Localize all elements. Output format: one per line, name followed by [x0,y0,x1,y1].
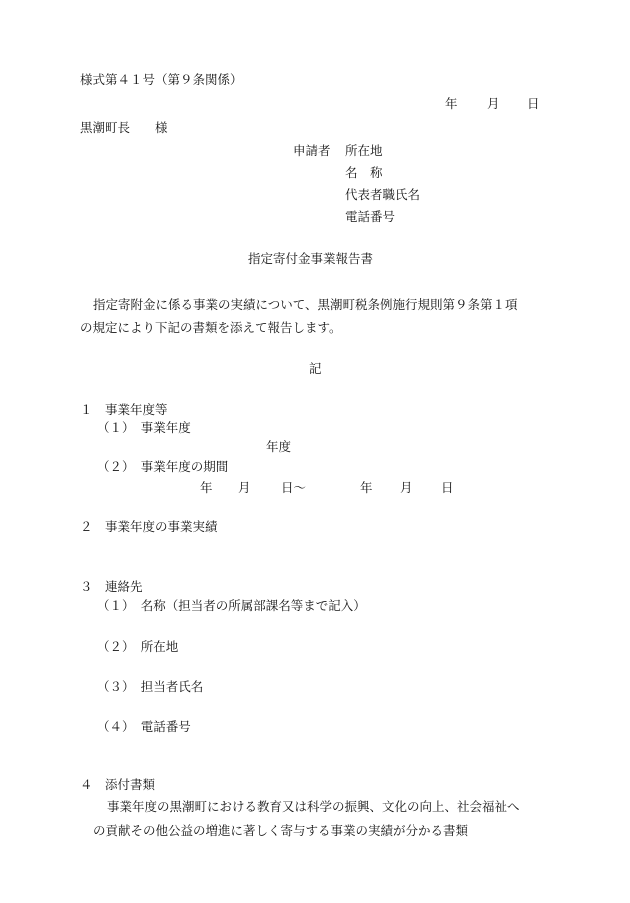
applicant-phone-label: 電話番号 [345,209,396,224]
period-end-year: 年 [360,480,373,495]
date-year-label: 年 [445,96,458,111]
applicant-name-label: 名 称 [345,165,383,180]
document-title: 指定寄付金事業報告書 [248,251,374,266]
body-line-1: 指定寄附金に係る事業の実績について、黒潮町税条例施行規則第９条第１項 [93,297,518,312]
section-1-heading: １ 事業年度等 [80,402,168,417]
period-start-day: 日〜 [281,480,307,495]
body-line-2: の規定により下記の書類を添えて報告します。 [80,320,342,335]
period-end-month: 月 [400,480,413,495]
period-start-year: 年 [200,480,213,495]
applicant-label: 申請者 [293,143,331,158]
date-month-label: 月 [487,96,500,111]
addressee: 黒潮町長 様 [80,120,168,135]
section-2-heading: ２ 事業年度の事業実績 [80,519,218,534]
applicant-representative-label: 代表者職氏名 [345,187,421,202]
section-3-item-3: （３） 担当者氏名 [97,679,204,694]
date-day-label: 日 [527,96,540,111]
section-4-line-1: 事業年度の黒潮町における教育又は科学の振興、文化の向上、社会福祉へ [107,799,520,814]
section-4-line-2: の貢献その他公益の増進に著しく寄与する事業の実績が分かる書類 [93,823,469,838]
period-start-month: 月 [238,480,251,495]
fiscal-year-label: 年度 [266,439,292,454]
section-3-item-4: （４） 電話番号 [97,719,191,734]
section-1-item-1: （１） 事業年度 [97,420,191,435]
section-1-item-2: （２） 事業年度の期間 [97,459,229,474]
section-4-heading: ４ 添付書類 [80,777,156,792]
section-3-item-1: （１） 名称（担当者の所属部課名等まで記入） [97,598,366,613]
section-3-item-2: （２） 所在地 [97,639,179,654]
applicant-address-label: 所在地 [345,143,383,158]
section-3-heading: ３ 連絡先 [80,579,143,594]
period-end-day: 日 [441,480,454,495]
ki-label: 記 [309,361,322,376]
form-number: 様式第４１号（第９条関係） [80,72,243,87]
